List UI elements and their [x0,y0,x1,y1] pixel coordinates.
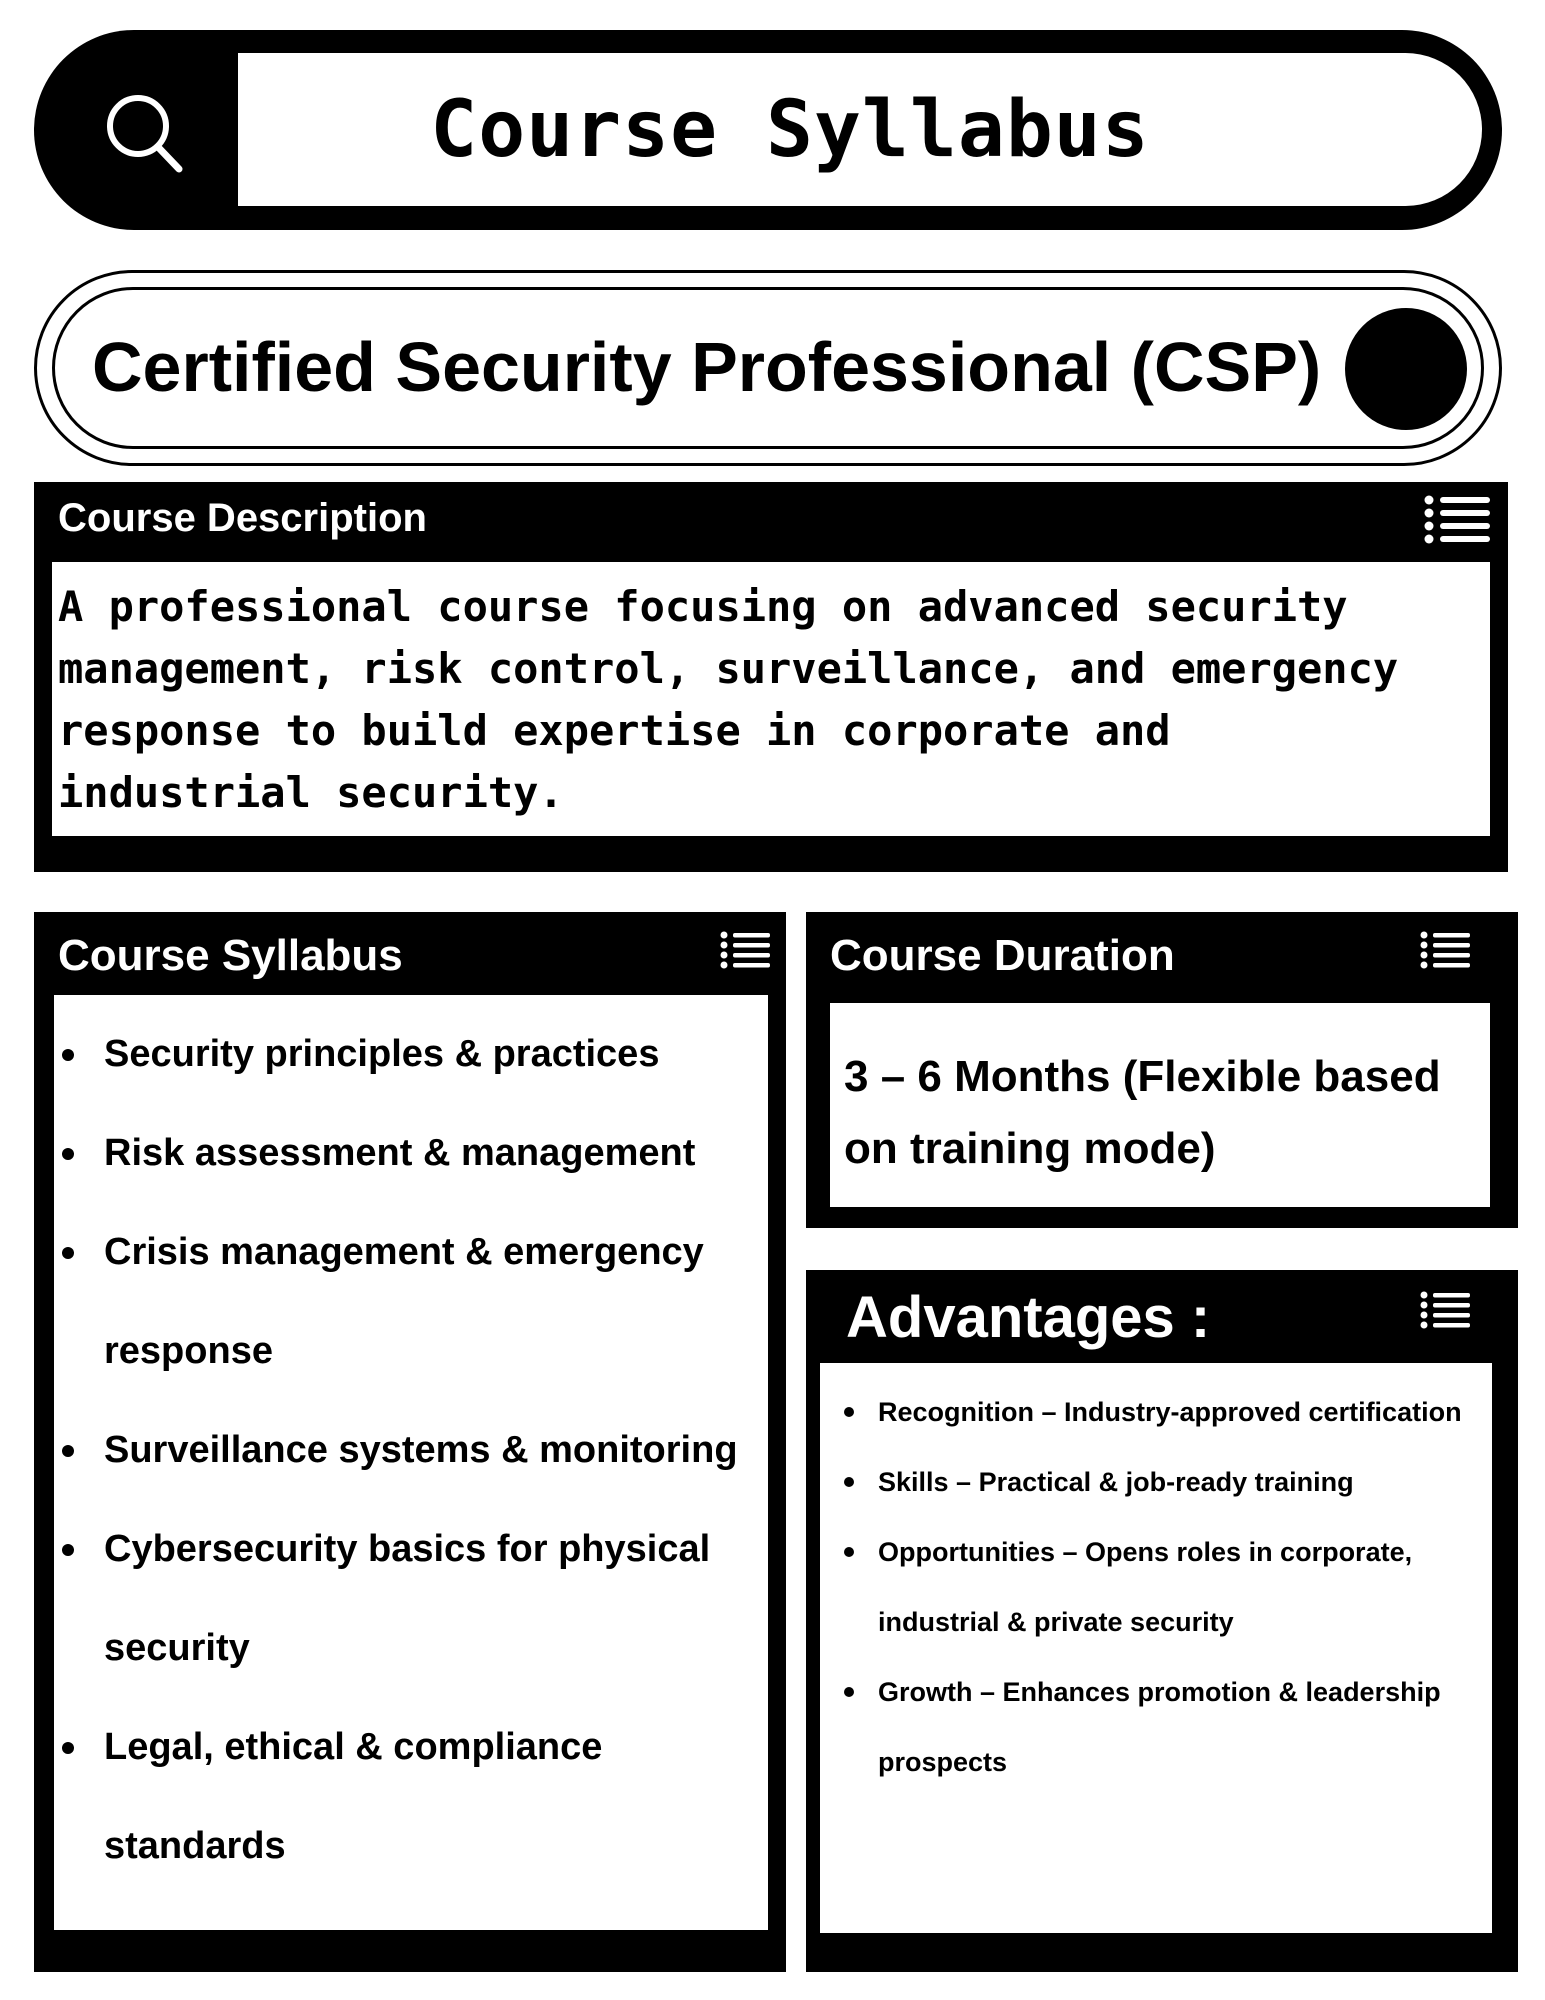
advantages-heading: Advantages : [846,1285,1211,1350]
list-item: Opportunities – Opens roles in corporate, industrial & private security [820,1517,1500,1657]
circle-dot-icon [1345,308,1467,430]
syllabus-list [54,1005,774,1896]
list-item: Security principles & practices [54,1005,774,1104]
list-icon [1420,930,1470,970]
list-item: Cybersecurity basics for physical security [54,1500,774,1698]
list-item: Skills – Practical & job-ready training [820,1447,1500,1517]
course-duration-text: 3 – 6 Months (Flexible based on training mode) [844,1052,1441,1173]
list-icon [720,930,770,970]
course-description-text: A professional course focusing on advanced security management, risk control, surveillance, and emergency response to build expertise in corporate and industrial security. [58,582,1399,817]
list-item: Risk assessment & management [54,1104,774,1203]
course-syllabus-body [54,995,768,1930]
list-item: Recognition – Industry-approved certification [820,1377,1500,1447]
list-icon [1424,494,1490,544]
list-item: Surveillance systems & monitoring [54,1401,774,1500]
list-item: Growth – Enhances promotion & leadership prospects [820,1657,1500,1797]
advantages-body [820,1363,1492,1933]
search-field[interactable] [238,53,1482,206]
list-item: Crisis management & emergency response [54,1203,774,1401]
course-description-body [52,562,1490,836]
course-description-heading: Course Description [58,496,427,540]
course-syllabus-heading: Course Syllabus [58,931,403,980]
list-icon [1420,1290,1470,1330]
advantages-list [820,1377,1500,1797]
course-duration-heading: Course Duration [830,931,1175,980]
course-title: Certified Security Professional (CSP) [92,328,1322,406]
list-item: Legal, ethical & compliance standards [54,1698,774,1896]
course-duration-body [830,1003,1490,1207]
search-icon[interactable] [34,30,238,230]
page-title: Course Syllabus [430,84,1150,175]
